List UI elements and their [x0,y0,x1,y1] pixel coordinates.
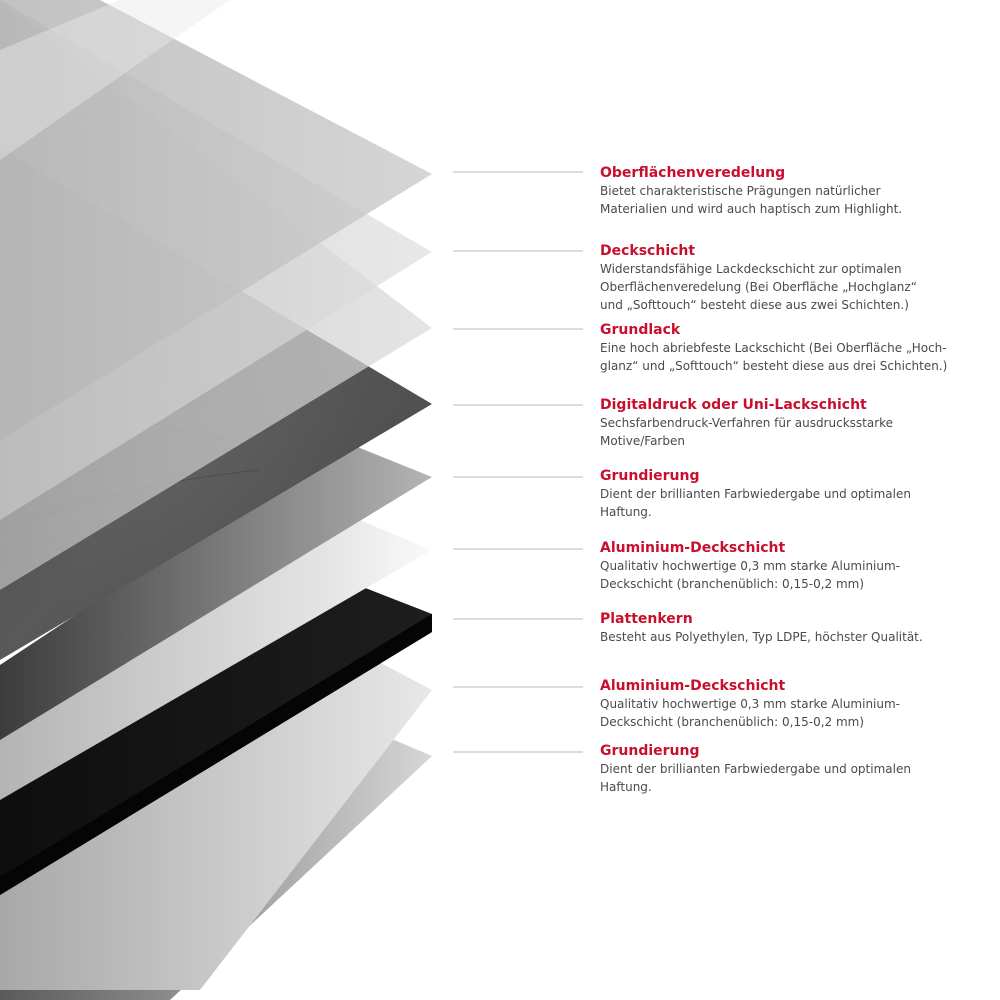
layer-label-oberflaechenveredelung [600,164,990,218]
layer-label-grundierung-bottom [600,742,990,796]
layer-description: Besteht aus Polyethylen, Typ LDPE, höchster Qualität. [600,630,923,644]
layer-description: Eine hoch abriebfeste Lackschicht (Bei Oberfläche „Hoch- glanz“ und „Softtouch“ besteht diese aus drei Schichten.) [600,341,948,373]
layer-label-aluminium-top [600,539,990,593]
layer-title: Aluminium-Deckschicht [600,540,786,556]
layer-description: Qualitativ hochwertige 0,3 mm starke Aluminium- Deckschicht (branchenüblich: 0,15-0,2 mm) [600,559,901,591]
layer-title: Grundlack [600,322,681,338]
layer-label-aluminium-bottom [600,677,990,731]
layer-title: Aluminium-Deckschicht [600,678,786,694]
layer-label-digitaldruck [600,396,990,450]
layer-label-grundlack [600,321,990,375]
layer-label-grundierung-top [600,467,990,521]
layer-title: Oberflächenveredelung [600,165,786,181]
layer-description: Qualitativ hochwertige 0,3 mm starke Aluminium- Deckschicht (branchenüblich: 0,15-0,2 mm) [600,697,901,729]
layer-title: Digitaldruck oder Uni-Lackschicht [600,397,867,413]
layer-label-plattenkern [600,610,990,646]
layer-title: Plattenkern [600,611,693,627]
layer-title: Grundierung [600,743,700,759]
layer-description: Dient der brillianten Farbwiedergabe und optimalen Haftung. [600,762,911,794]
layer-label-deckschicht [600,242,990,314]
layer-description: Widerstandsfähige Lackdeckschicht zur optimalen Oberflächenveredelung (Bei Oberfläche „Hochglanz“ und „Softtouch“ besteht diese aus zwei Schichten.) [600,262,917,312]
layer-description: Sechsfarbendruck-Verfahren für ausdrucksstarke Motive/Farben [600,416,894,448]
layer-description: Bietet charakteristische Prägungen natürlicher Materialien und wird auch haptisch zum Highlight. [600,184,903,216]
layer-title: Grundierung [600,468,700,484]
layer-title: Deckschicht [600,243,696,259]
layer-description: Dient der brillianten Farbwiedergabe und optimalen Haftung. [600,487,911,519]
